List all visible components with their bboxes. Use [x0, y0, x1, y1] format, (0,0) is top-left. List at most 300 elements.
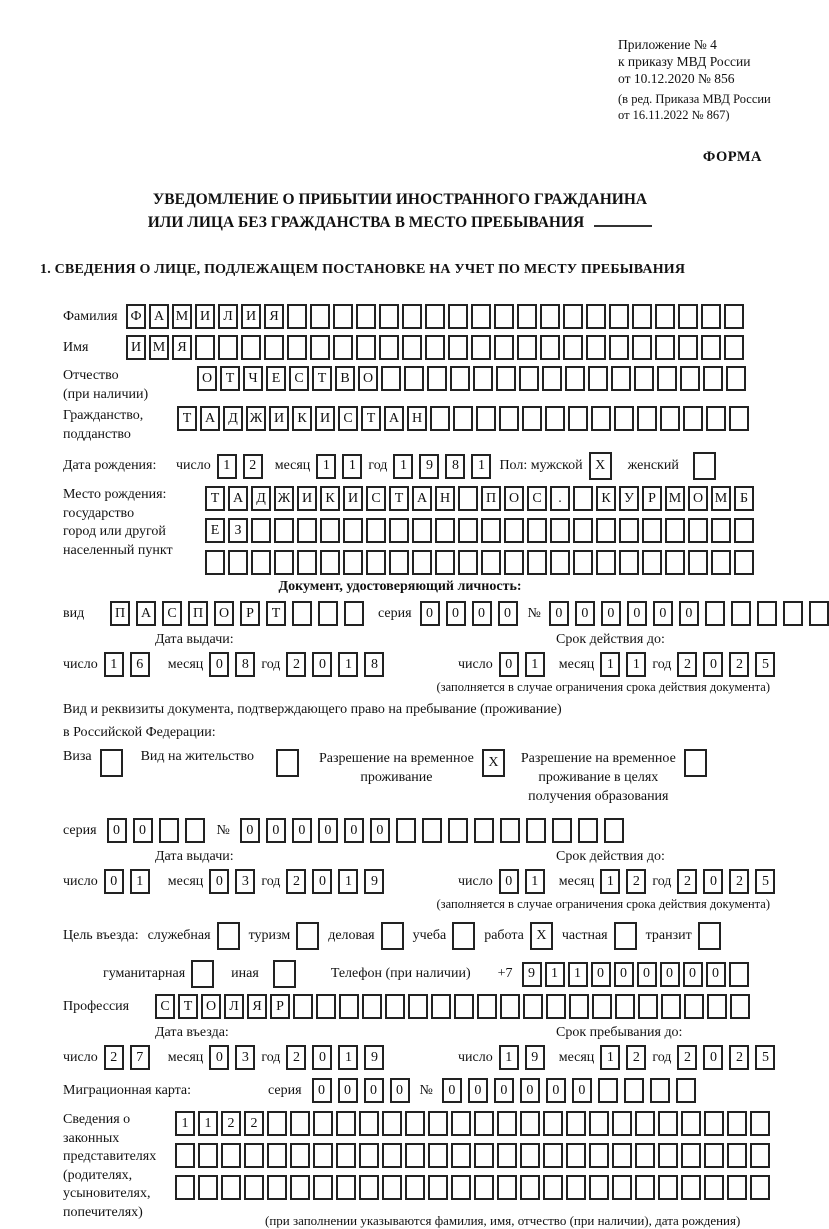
- form-cell: [221, 1143, 241, 1168]
- form-cell: [402, 304, 422, 329]
- form-cell: 2: [243, 454, 263, 479]
- form-cell: [711, 518, 731, 543]
- form-cell: 1: [175, 1111, 195, 1136]
- purpose-row: [0, 922, 800, 950]
- form-cell: [543, 1111, 563, 1136]
- form-cell: [542, 366, 562, 391]
- temp-residence-checkbox: [482, 749, 505, 777]
- form-cell: [678, 304, 698, 329]
- form-cell: О: [504, 486, 524, 511]
- form-cell: [591, 406, 611, 431]
- form-cell: 2: [729, 869, 749, 894]
- form-cell: 8: [235, 652, 255, 677]
- form-cell: Т: [312, 366, 332, 391]
- form-cell: [681, 1175, 701, 1200]
- form-cell: [494, 335, 514, 360]
- form-cell: 0: [653, 601, 673, 626]
- patronymic-row: [0, 366, 800, 404]
- form-cell: 9: [525, 1045, 545, 1070]
- form-cell: [665, 550, 685, 575]
- year-label: год: [261, 873, 281, 889]
- form-cell: [540, 304, 560, 329]
- form-cell: 0: [133, 818, 153, 843]
- purpose-humanitarian: гуманитарная: [103, 960, 214, 988]
- birthdate-row: [0, 452, 800, 480]
- birth-month-cells: [316, 454, 362, 479]
- form-cell: М: [711, 486, 731, 511]
- form-cell: [359, 1111, 379, 1136]
- form-cell: 0: [446, 601, 466, 626]
- form-cell: [661, 994, 681, 1019]
- purpose-work-checkbox: [530, 922, 553, 950]
- residence-permit-checkbox: [276, 749, 299, 777]
- form-cell: 0: [240, 818, 260, 843]
- form-cell: [451, 1143, 471, 1168]
- form-cell: [343, 518, 363, 543]
- form-cell: [471, 335, 491, 360]
- form-cell: 5: [755, 1045, 775, 1070]
- valid-until-label: Срок действия до:: [556, 849, 665, 864]
- form-cell: [359, 1143, 379, 1168]
- form-cell: [588, 366, 608, 391]
- form-cell: [318, 601, 338, 626]
- form-cell: А: [136, 601, 156, 626]
- form-cell: [359, 1175, 379, 1200]
- form-cell: 0: [549, 601, 569, 626]
- form-cell: 1: [626, 652, 646, 677]
- form-cell: [614, 922, 637, 950]
- form-cell: [356, 304, 376, 329]
- profession-row: [0, 994, 800, 1019]
- surname-row: [0, 304, 800, 329]
- form-cell: [481, 550, 501, 575]
- id-valid-year-cells: [677, 652, 775, 677]
- form-cell: [198, 1175, 218, 1200]
- form-cell: 0: [703, 652, 723, 677]
- purpose-transit: транзит: [646, 922, 721, 950]
- form-cell: [731, 601, 751, 626]
- id-dates-row: [0, 652, 800, 677]
- form-cell: [198, 1143, 218, 1168]
- form-cell: 0: [627, 601, 647, 626]
- form-cell: 1: [471, 454, 491, 479]
- form-cell: 0: [703, 1045, 723, 1070]
- form-cell: Р: [642, 486, 662, 511]
- form-cell: 0: [312, 1045, 332, 1070]
- form-cell: Е: [205, 518, 225, 543]
- form-cell: Л: [218, 304, 238, 329]
- form-cell: [545, 406, 565, 431]
- form-cell: [563, 335, 583, 360]
- form-cell: [589, 1175, 609, 1200]
- form-cell: [642, 518, 662, 543]
- form-cell: [676, 1078, 696, 1103]
- form-cell: Я: [247, 994, 267, 1019]
- stay-day-cells: [499, 1045, 545, 1070]
- form-cell: [546, 994, 566, 1019]
- surname-cells: [126, 304, 744, 329]
- day-label: число: [63, 1049, 98, 1065]
- form-cell: [612, 1175, 632, 1200]
- form-cell: [273, 960, 296, 988]
- form-cell: [727, 1143, 747, 1168]
- form-cell: Л: [224, 994, 244, 1019]
- form-cell: С: [338, 406, 358, 431]
- mig-number-cells: [442, 1078, 696, 1103]
- form-cell: 2: [677, 652, 697, 677]
- issue-date-label: Дата выдачи:: [155, 849, 234, 864]
- purpose-label: Цель въезда:: [63, 928, 139, 943]
- form-cell: [244, 1143, 264, 1168]
- legal-rep-label: Сведения о законных представителях (родителях, усыновителях, попечителях): [63, 1112, 157, 1220]
- form-cell: [310, 335, 330, 360]
- form-cell: 1: [338, 869, 358, 894]
- form-cell: [205, 550, 225, 575]
- purpose-private: частная: [562, 922, 637, 950]
- form-cell: X: [482, 749, 505, 777]
- right-doc-dates-row: [0, 869, 800, 894]
- day-label: число: [176, 458, 211, 473]
- form-cell: [750, 1143, 770, 1168]
- form-cell: [550, 518, 570, 543]
- form-cell: 0: [683, 962, 703, 987]
- form-cell: 9: [364, 1045, 384, 1070]
- form-cell: 2: [286, 869, 306, 894]
- form-cell: [191, 960, 214, 988]
- form-cell: Я: [264, 304, 284, 329]
- form-cell: И: [269, 406, 289, 431]
- form-cell: [241, 335, 261, 360]
- form-cell: [175, 1143, 195, 1168]
- form-cell: [336, 1143, 356, 1168]
- rd-issue-day-cells: [104, 869, 150, 894]
- migration-card-label: Миграционная карта:: [63, 1082, 192, 1098]
- form-cell: [586, 335, 606, 360]
- year-label: год: [652, 873, 672, 889]
- form-cell: 0: [370, 818, 390, 843]
- form-cell: [267, 1175, 287, 1200]
- form-cell: [523, 994, 543, 1019]
- form-cell: [569, 994, 589, 1019]
- series-label: серия: [268, 1082, 302, 1098]
- form-cell: [296, 922, 319, 950]
- form-cell: 1: [198, 1111, 218, 1136]
- form-cell: С: [527, 486, 547, 511]
- form-cell: 0: [591, 962, 611, 987]
- form-cell: [408, 994, 428, 1019]
- form-cell: 9: [522, 962, 542, 987]
- form-cell: Н: [407, 406, 427, 431]
- phone-prefix: +7: [497, 966, 513, 981]
- form-cell: [592, 994, 612, 1019]
- form-cell: К: [596, 486, 616, 511]
- form-cell: [609, 304, 629, 329]
- form-cell: [642, 550, 662, 575]
- form-cell: [724, 304, 744, 329]
- form-cell: [635, 1111, 655, 1136]
- form-cell: [396, 818, 416, 843]
- form-cell: [655, 335, 675, 360]
- birth-year-cells: [393, 454, 491, 479]
- legal-rep-row1-cells: [175, 1111, 770, 1136]
- form-cell: 0: [499, 652, 519, 677]
- form-cell: А: [412, 486, 432, 511]
- phone-label: Телефон (при наличии): [330, 966, 471, 981]
- form-cell: 0: [498, 601, 518, 626]
- form-cell: 0: [546, 1078, 566, 1103]
- form-cell: [379, 304, 399, 329]
- form-cell: [381, 366, 401, 391]
- profession-cells: [155, 994, 750, 1019]
- form-cell: [704, 1111, 724, 1136]
- entry-day-cells: [104, 1045, 150, 1070]
- form-cell: 0: [209, 1045, 229, 1070]
- form-cell: [527, 550, 547, 575]
- form-cell: 0: [637, 962, 657, 987]
- form-cell: [727, 1111, 747, 1136]
- purpose-business-checkbox: [381, 922, 404, 950]
- form-cell: X: [530, 922, 553, 950]
- purpose-business: деловая: [328, 922, 403, 950]
- legal-rep-row2-cells: [175, 1143, 770, 1168]
- form-cell: [339, 994, 359, 1019]
- form-cell: [425, 304, 445, 329]
- form-cell: [453, 406, 473, 431]
- right-doc-line2: в Российской Федерации:: [63, 725, 216, 740]
- form-cell: [366, 518, 386, 543]
- form-cell: [435, 550, 455, 575]
- id-issue-month-cells: [209, 652, 255, 677]
- form-cell: [655, 304, 675, 329]
- form-cell: Д: [223, 406, 243, 431]
- form-cell: К: [320, 486, 340, 511]
- legal-rep-note: (при заполнении указываются фамилия, имя, отчество (при наличии), дата рождения): [265, 1213, 741, 1228]
- rd-issue-month-cells: [209, 869, 255, 894]
- form-cell: [454, 994, 474, 1019]
- form-cell: [292, 601, 312, 626]
- form-cell: [474, 1111, 494, 1136]
- form-cell: [635, 1143, 655, 1168]
- appendix-line: от 10.12.2020 № 856: [618, 71, 735, 86]
- rd-valid-month-cells: [600, 869, 646, 894]
- form-cell: 2: [677, 1045, 697, 1070]
- form-cell: Т: [177, 406, 197, 431]
- form-cell: Т: [389, 486, 409, 511]
- id-series-cells: [420, 601, 518, 626]
- form-cell: [448, 335, 468, 360]
- form-cell: 0: [104, 869, 124, 894]
- form-cell: 0: [472, 601, 492, 626]
- form-cell: 2: [677, 869, 697, 894]
- form-cell: [290, 1111, 310, 1136]
- form-cell: [473, 366, 493, 391]
- form-cell: [565, 366, 585, 391]
- form-cell: А: [384, 406, 404, 431]
- form-cell: [313, 1175, 333, 1200]
- id-doc-heading: Документ, удостоверяющий личность:: [278, 579, 522, 594]
- form-cell: [598, 1078, 618, 1103]
- form-cell: [320, 518, 340, 543]
- form-cell: [527, 518, 547, 543]
- form-cell: [543, 1175, 563, 1200]
- form-cell: [431, 994, 451, 1019]
- form-cell: И: [241, 304, 261, 329]
- section1-heading: 1. СВЕДЕНИЯ О ЛИЦЕ, ПОДЛЕЖАЩЕМ ПОСТАНОВКЕ НА УЧЕТ ПО МЕСТУ ПРЕБЫВАНИЯ: [40, 262, 686, 277]
- form-cell: 0: [312, 652, 332, 677]
- form-cell: 1: [342, 454, 362, 479]
- rd-valid-year-cells: [677, 869, 775, 894]
- form-cell: [333, 335, 353, 360]
- form-cell: [757, 601, 777, 626]
- form-cell: [566, 1111, 586, 1136]
- form-cell: Т: [178, 994, 198, 1019]
- form-cell: [612, 1143, 632, 1168]
- form-cell: Ж: [274, 486, 294, 511]
- form-cell: [244, 1175, 264, 1200]
- form-cell: [729, 962, 749, 987]
- form-cell: [684, 994, 704, 1019]
- form-cell: О: [201, 994, 221, 1019]
- form-cell: [688, 550, 708, 575]
- form-cell: [448, 304, 468, 329]
- form-cell: [729, 406, 749, 431]
- form-cell: 0: [209, 652, 229, 677]
- form-cell: 7: [130, 1045, 150, 1070]
- form-cell: Ж: [246, 406, 266, 431]
- form-cell: С: [366, 486, 386, 511]
- entry-month-cells: [209, 1045, 255, 1070]
- edition-line: (в ред. Приказа МВД России: [618, 92, 771, 106]
- form-cell: [382, 1111, 402, 1136]
- form-cell: [297, 550, 317, 575]
- form-cell: [290, 1143, 310, 1168]
- surname-label: Фамилия: [63, 308, 118, 324]
- form-cell: 0: [312, 1078, 332, 1103]
- form-cell: 5: [755, 652, 775, 677]
- form-cell: 0: [292, 818, 312, 843]
- form-cell: 9: [419, 454, 439, 479]
- day-label: число: [63, 656, 98, 672]
- form-cell: О: [358, 366, 378, 391]
- visa-label: Виза: [63, 749, 92, 764]
- birthplace-row2-cells: [205, 518, 754, 543]
- purpose-tourism-checkbox: [296, 922, 319, 950]
- right-doc-date-headers: [0, 849, 800, 865]
- form-cell: [517, 304, 537, 329]
- form-cell: 0: [420, 601, 440, 626]
- patronymic-cells: [197, 366, 746, 391]
- sex-female-checkbox: [693, 452, 716, 480]
- form-cell: [520, 1175, 540, 1200]
- legal-rep-block: [0, 1111, 800, 1229]
- series-label: серия: [63, 822, 97, 838]
- form-cell: [540, 335, 560, 360]
- form-cell: П: [188, 601, 208, 626]
- form-cell: [477, 994, 497, 1019]
- birthplace-row3-cells: [205, 550, 754, 575]
- id-issue-day-cells: [104, 652, 150, 677]
- form-cell: [688, 518, 708, 543]
- form-cell: [430, 406, 450, 431]
- form-cell: [727, 1175, 747, 1200]
- form-cell: [563, 304, 583, 329]
- form-cell: [726, 366, 746, 391]
- form-cell: [276, 749, 299, 777]
- form-cell: [578, 818, 598, 843]
- purpose-other: иная: [231, 960, 296, 988]
- form-cell: 0: [209, 869, 229, 894]
- purpose-study-checkbox: [452, 922, 475, 950]
- id-number-cells: [549, 601, 829, 626]
- form-cell: Т: [266, 601, 286, 626]
- form-cell: 1: [525, 869, 545, 894]
- month-label: месяц: [274, 458, 311, 473]
- form-cell: 0: [338, 1078, 358, 1103]
- form-cell: [221, 1175, 241, 1200]
- form-cell: 1: [499, 1045, 519, 1070]
- form-cell: [382, 1143, 402, 1168]
- form-cell: [412, 518, 432, 543]
- form-cell: [381, 922, 404, 950]
- form-cell: У: [619, 486, 639, 511]
- year-label: год: [652, 1049, 672, 1065]
- form-cell: О: [197, 366, 217, 391]
- valid-until-label: Срок действия до:: [556, 632, 665, 647]
- month-label: месяц: [167, 873, 204, 889]
- form-cell: [428, 1143, 448, 1168]
- form-cell: 1: [104, 652, 124, 677]
- profession-label: Профессия: [63, 998, 130, 1014]
- form-cell: А: [228, 486, 248, 511]
- form-cell: [336, 1175, 356, 1200]
- form-cell: Р: [270, 994, 290, 1019]
- form-cell: [658, 1143, 678, 1168]
- form-cell: [517, 335, 537, 360]
- form-cell: [611, 366, 631, 391]
- form-cell: [405, 1175, 425, 1200]
- form-cell: И: [297, 486, 317, 511]
- form-cell: [412, 550, 432, 575]
- form-cell: [589, 1111, 609, 1136]
- form-cell: [228, 550, 248, 575]
- purpose-transit-checkbox: [698, 922, 721, 950]
- form-cell: 1: [545, 962, 565, 987]
- stay-month-cells: [600, 1045, 646, 1070]
- form-cell: Т: [361, 406, 381, 431]
- form-cell: Д: [251, 486, 271, 511]
- form-label: ФОРМА: [702, 149, 762, 165]
- id-doc-row: [0, 601, 800, 626]
- form-cell: 8: [364, 652, 384, 677]
- form-cell: 0: [660, 962, 680, 987]
- form-cell: [379, 335, 399, 360]
- birthdate-label: Дата рождения:: [63, 458, 157, 473]
- right-doc-line1: Вид и реквизиты документа, подтверждающего право на пребывание (проживание): [63, 702, 562, 717]
- form-cell: [333, 304, 353, 329]
- sex-male-label: Пол: мужской: [499, 458, 583, 473]
- form-cell: 2: [626, 869, 646, 894]
- number-label: №: [527, 605, 541, 621]
- mig-series-cells: [312, 1078, 410, 1103]
- form-cell: 2: [729, 1045, 749, 1070]
- form-cell: [634, 366, 654, 391]
- form-cell: [703, 366, 723, 391]
- form-cell: [297, 518, 317, 543]
- form-cell: [635, 1175, 655, 1200]
- limit-note: (заполняется в случае ограничения срока действия документа): [436, 680, 770, 694]
- form-cell: [520, 1111, 540, 1136]
- id-kind-cells: [110, 601, 364, 626]
